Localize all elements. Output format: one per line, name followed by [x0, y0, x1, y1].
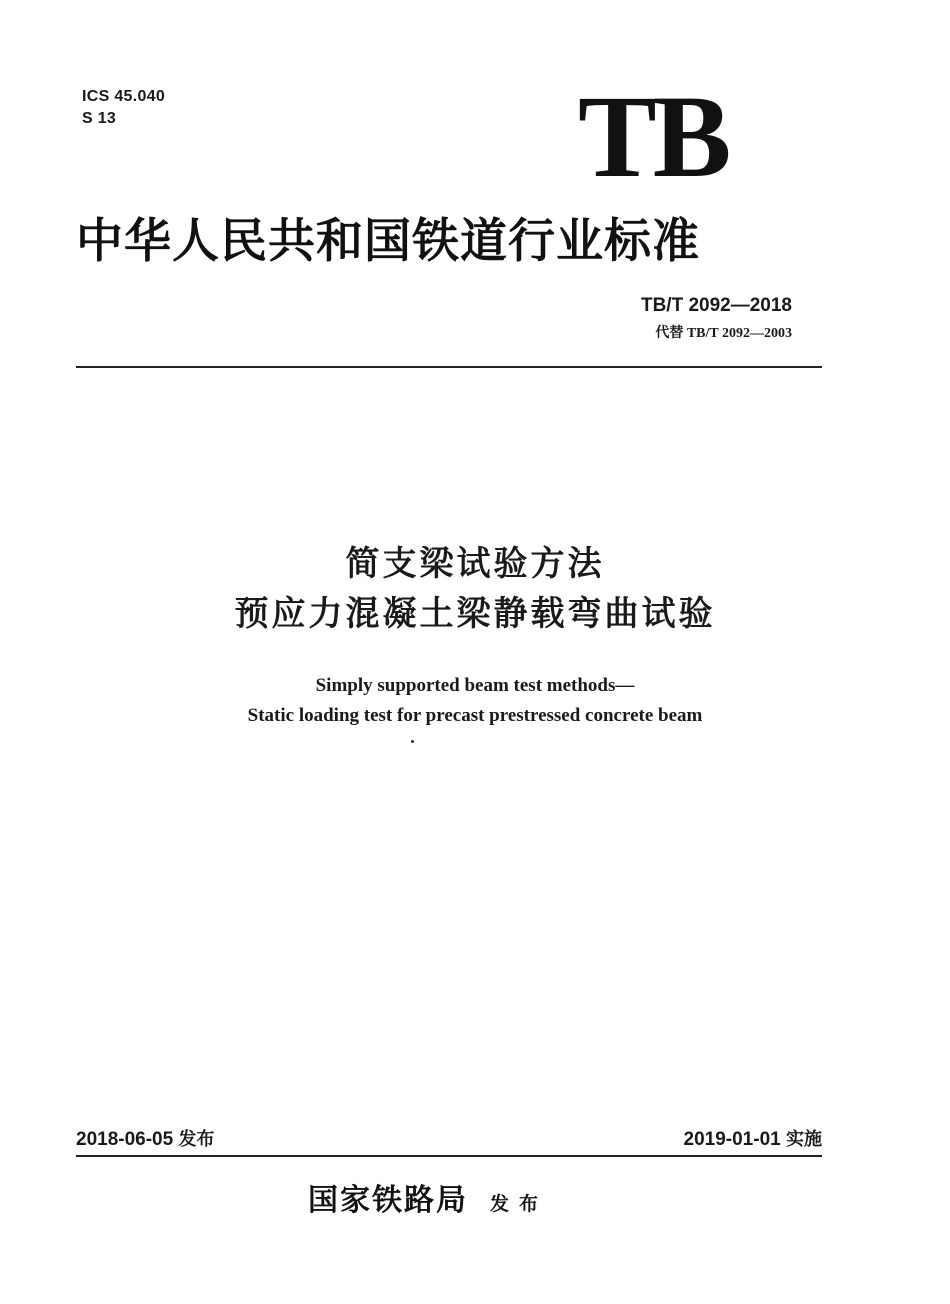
english-title-line-2: Static loading test for precast prestressed concrete beam: [247, 705, 703, 726]
effective-label: 实施: [786, 1129, 822, 1150]
effective-date: 2019-01-01: [683, 1129, 781, 1150]
issuer-block: [308, 1181, 548, 1224]
country-standard-title: 中华人民共和国铁道行业标准: [76, 214, 700, 269]
replaced-standard: 代替 TB/T 2092—2003: [655, 326, 792, 341]
effective-date-row: [560, 1128, 822, 1152]
chinese-title-line-2: 预应力混凝土梁静载弯曲试验: [234, 594, 716, 634]
scan-speck: [411, 740, 414, 743]
issuer-name: 国家铁路局: [308, 1183, 468, 1218]
issuer-action: 发布: [490, 1193, 549, 1215]
publish-date-row: [76, 1128, 214, 1152]
chinese-title-line-1: 简支梁试验方法: [345, 544, 605, 584]
standard-number: TB/T 2092—2018: [640, 295, 792, 316]
ics-code: ICS 45.040: [82, 88, 166, 105]
footer-divider: [76, 1155, 822, 1157]
publish-label: 发布: [178, 1129, 215, 1150]
ccs-code: S 13: [82, 110, 117, 127]
header-divider: [76, 366, 822, 368]
english-title-line-1: Simply supported beam test methods—: [315, 675, 635, 696]
tb-logo: TB: [578, 71, 728, 202]
publish-date: 2018-06-05: [76, 1129, 174, 1150]
classification-codes: [82, 86, 165, 130]
